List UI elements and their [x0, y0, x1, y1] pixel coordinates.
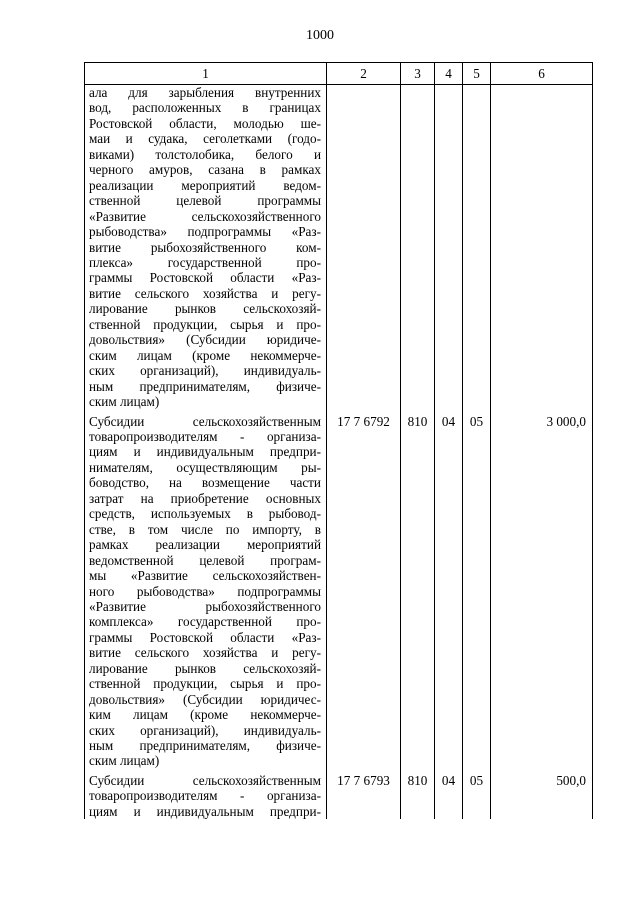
description-line: ным предпринимателям, физиче-	[89, 738, 321, 754]
expense-type-code: 810	[401, 410, 435, 769]
description-line: ственной продукции, сырья и про-	[89, 316, 321, 332]
description-line: маи и судака, сеголетками (годо-	[89, 131, 321, 147]
description-line: ным предпринимателям, физиче-	[89, 378, 321, 394]
description-line: ским лицам)	[89, 394, 160, 410]
description-line: Субсидии сельскохозяйственным	[89, 772, 321, 788]
description-line: вод, расположенных в границах	[89, 100, 321, 116]
row-description	[85, 410, 327, 769]
description-line: рыбоводства» подпрограммы «Раз-	[89, 224, 321, 240]
description-line: ведомственной целевой програм-	[89, 552, 321, 568]
description-line: рамках реализации мероприятий	[89, 537, 321, 553]
description-line: плекса» государственной про-	[89, 254, 321, 270]
header-col-6: 6	[491, 63, 593, 85]
table-row	[85, 410, 593, 769]
section-code: 04	[435, 769, 463, 819]
subsection-code: 05	[463, 769, 491, 819]
description-line: «Развитие сельскохозяйственного	[89, 208, 321, 224]
description-line: ским лицам (кроме некоммерче-	[89, 347, 321, 363]
description-line: товаропроизводителям - организа-	[89, 428, 321, 444]
description-line: ала для зарыбления внутренних	[89, 85, 321, 100]
description-line: затрат на приобретение основных	[89, 490, 321, 506]
header-col-4: 4	[435, 63, 463, 85]
description-line: Субсидии сельскохозяйственным	[89, 413, 321, 429]
description-line: лирование рынков сельскохозяй-	[89, 301, 321, 317]
row-description	[85, 769, 327, 819]
description-line: нимателям, осуществляющим ры-	[89, 459, 321, 475]
row-description	[85, 85, 327, 410]
description-line: реализации мероприятий ведом-	[89, 177, 321, 193]
header-col-2: 2	[327, 63, 401, 85]
description-line: циям и индивидуальным предпри-	[89, 803, 321, 819]
description-line: боводство, на возмещение части	[89, 475, 321, 491]
description-line: средств, используемых в рыбовод-	[89, 506, 321, 522]
section-code	[435, 85, 463, 410]
description-line: циям и индивидуальным предпри-	[89, 444, 321, 460]
header-col-1: 1	[85, 63, 327, 85]
table-body	[85, 85, 593, 820]
description-line: комплекса» государственной про-	[89, 614, 321, 630]
page-number: 1000	[306, 28, 334, 43]
target-article-code	[327, 85, 401, 410]
description-line: довольствия» (Субсидии юридичес-	[89, 691, 321, 707]
description-line: виками) толстолобика, белого и	[89, 146, 321, 162]
description-line: витие сельского хозяйства и регу-	[89, 645, 321, 661]
section-code: 04	[435, 410, 463, 769]
target-article-code: 17 7 6793	[327, 769, 401, 819]
budget-table	[84, 62, 593, 819]
target-article-code: 17 7 6792	[327, 410, 401, 769]
description-line: граммы Ростовской области «Раз-	[89, 270, 321, 286]
description-line: ственной целевой программы	[89, 193, 321, 209]
expense-type-code	[401, 85, 435, 410]
description-line: ного рыбоводства» подпрограммы	[89, 583, 321, 599]
description-line: ских организаций), индивидуаль-	[89, 722, 321, 738]
description-line: граммы Ростовской области «Раз-	[89, 629, 321, 645]
description-line: ских организаций), индивидуаль-	[89, 363, 321, 379]
description-line: витие рыбохозяйственного ком-	[89, 239, 321, 255]
description-line: ским лицам)	[89, 753, 160, 769]
description-line: лирование рынков сельскохозяй-	[89, 660, 321, 676]
header-col-5: 5	[463, 63, 491, 85]
description-line: Ростовской области, молодью ше-	[89, 115, 321, 131]
subsection-code	[463, 85, 491, 410]
description-line: мы «Развитие сельскохозяйствен-	[89, 568, 321, 584]
description-line: довольствия» (Субсидии юридиче-	[89, 332, 321, 348]
amount-value: 3 000,0	[491, 410, 593, 769]
amount-value: 500,0	[491, 769, 593, 819]
table-row	[85, 769, 593, 819]
description-line: черного амуров, сазана в рамках	[89, 162, 321, 178]
header-col-3: 3	[401, 63, 435, 85]
column-number-header-row	[85, 63, 593, 85]
description-line: товаропроизводителям - организа-	[89, 788, 321, 804]
description-line: витие сельского хозяйства и регу-	[89, 285, 321, 301]
expense-type-code: 810	[401, 769, 435, 819]
description-line: ственной продукции, сырья и про-	[89, 676, 321, 692]
description-line: ким лицам (кроме некоммерче-	[89, 707, 321, 723]
description-line: стве, в том числе по импорту, в	[89, 521, 321, 537]
table-row	[85, 85, 593, 410]
amount-value	[491, 85, 593, 410]
description-line: «Развитие рыбохозяйственного	[89, 598, 321, 614]
subsection-code: 05	[463, 410, 491, 769]
